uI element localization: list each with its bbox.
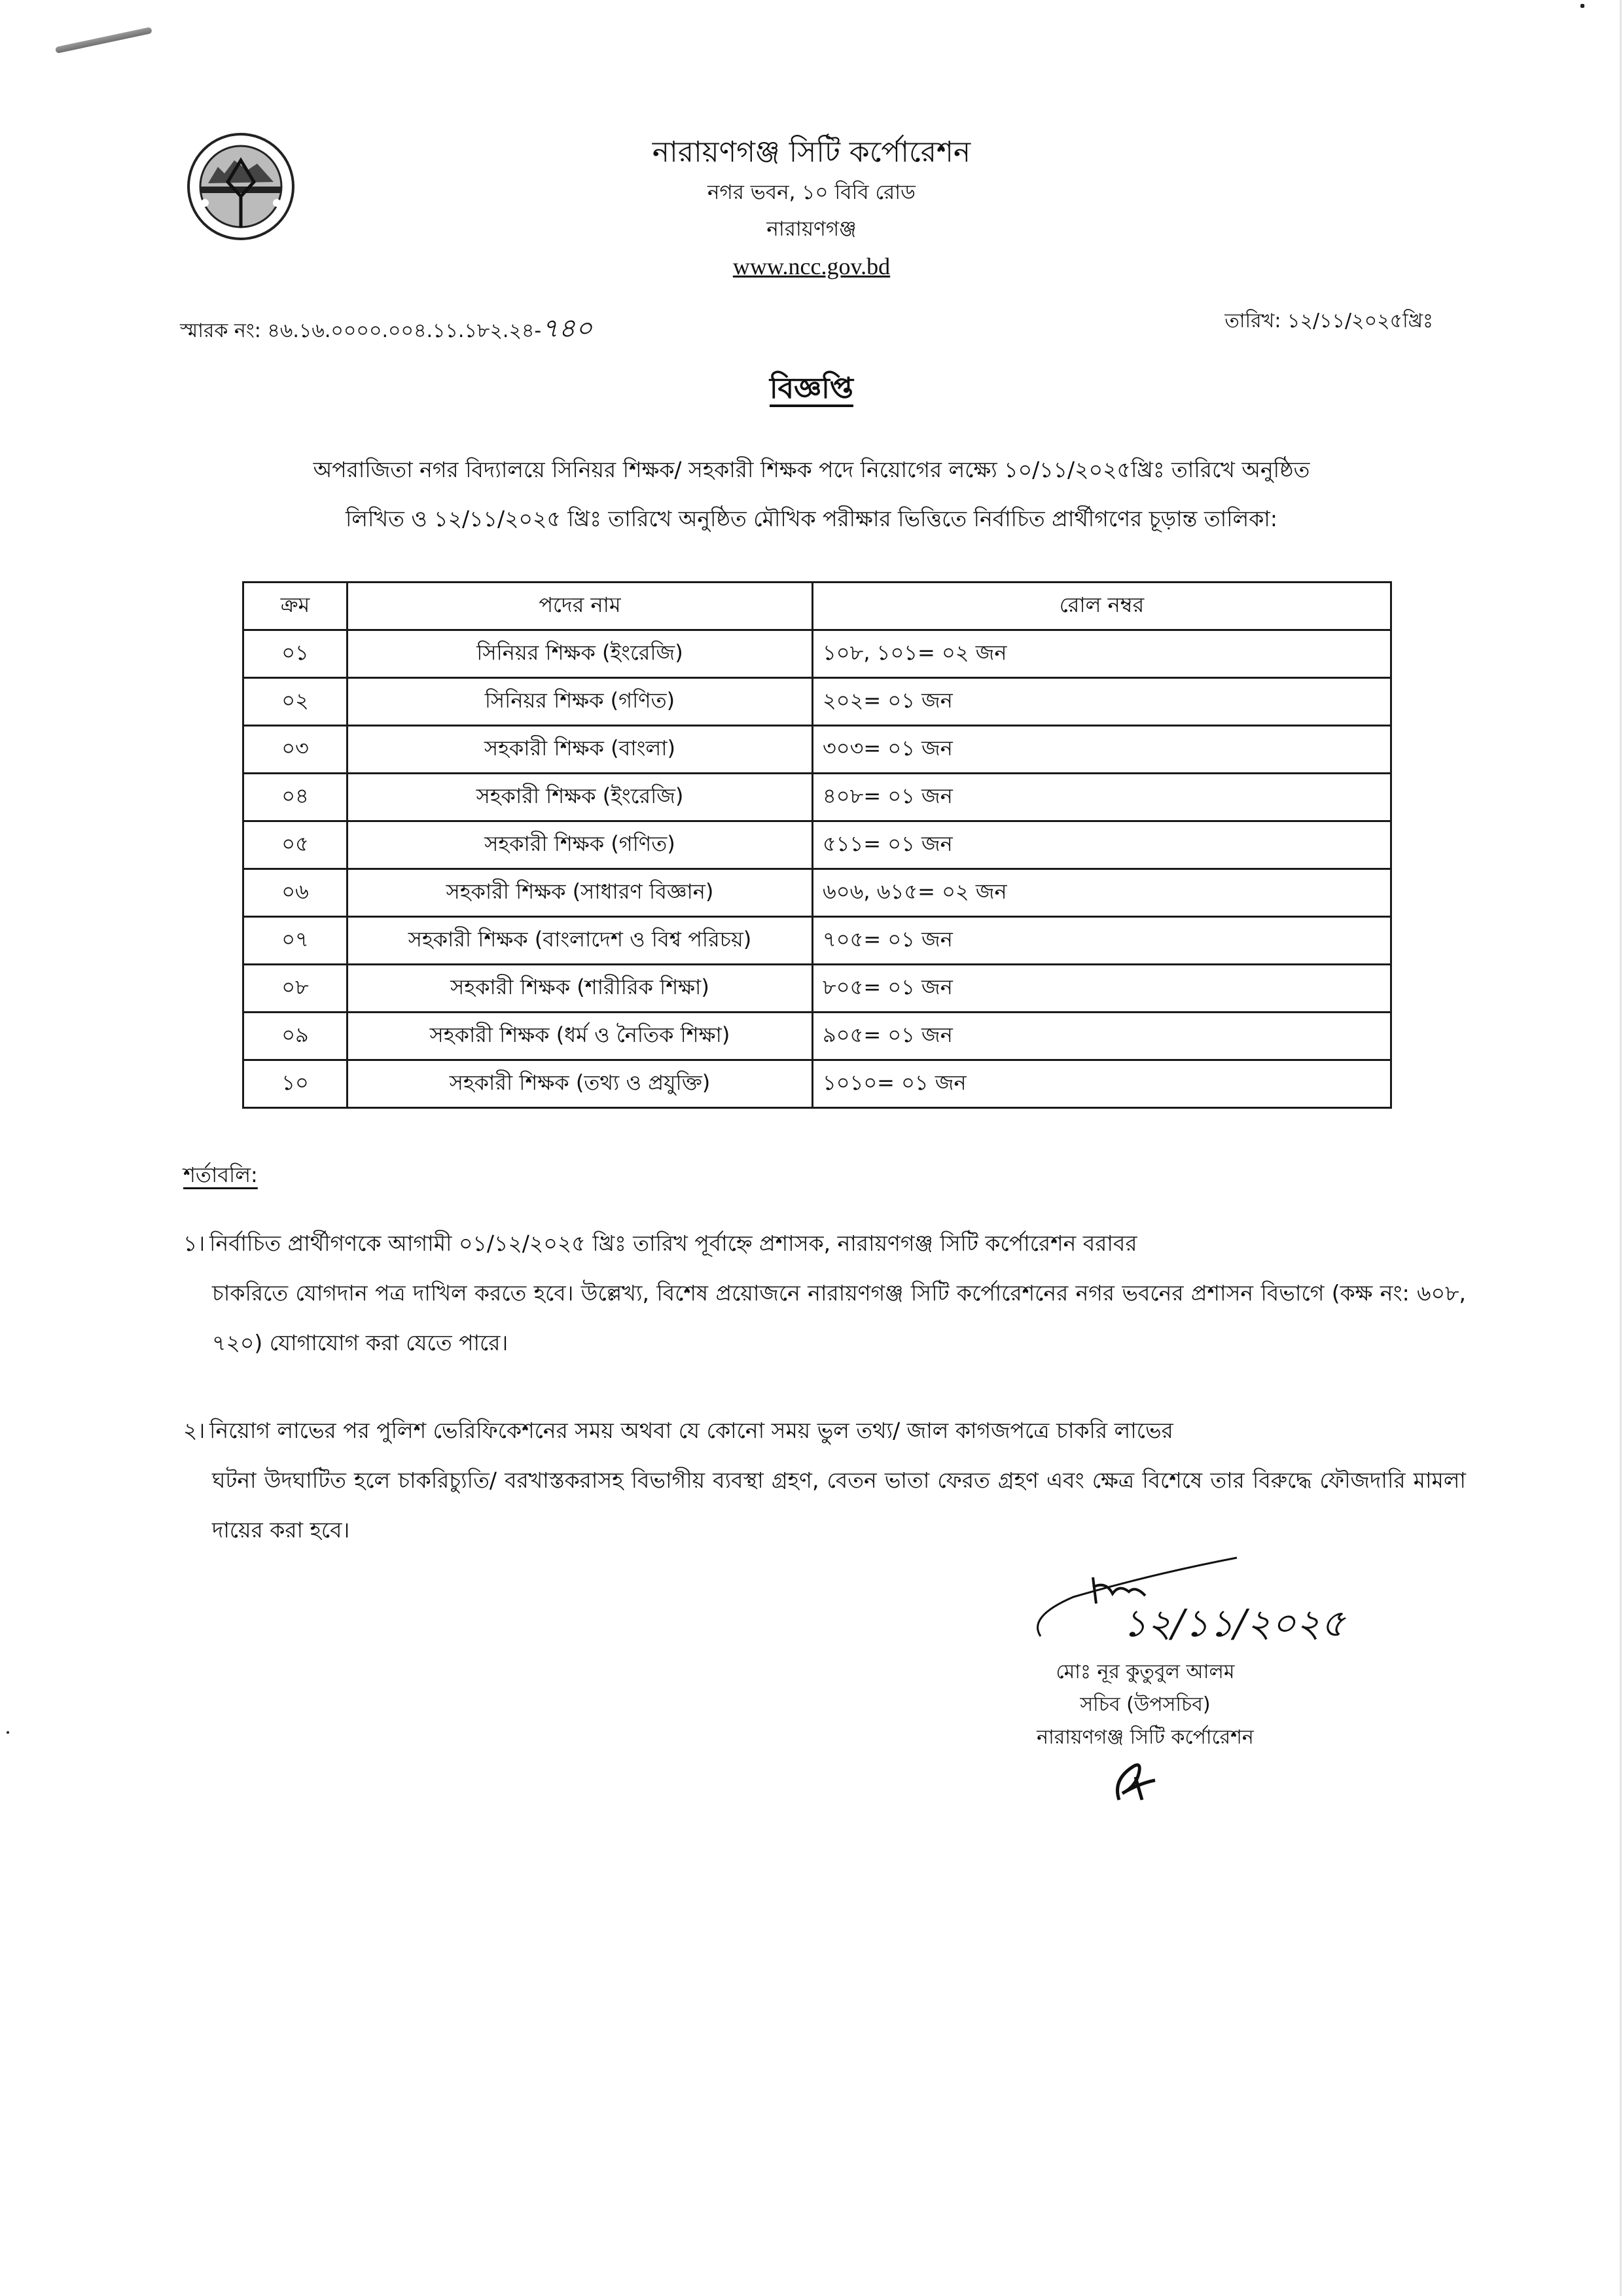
term-text: নিয়োগ লাভের পর পুলিশ ভেরিফিকেশনের সময় অথবা যে কোনো সময় ভুল তথ্য/ জাল কাগজপত্রে চাকরি লাভের: [209, 1418, 1173, 1443]
row-post-name: সিনিয়র শিক্ষক (ইংরেজি): [348, 630, 813, 678]
intro-line-2: লিখিত ও ১২/১১/২০২৫ খ্রিঃ তারিখে অনুষ্ঠিত মৌখিক পরীক্ষার ভিত্তিতে নির্বাচিত প্রার্থীগণের চূড়ান্ত তালিকা:: [345, 506, 1277, 531]
city-corporation-seal-icon: [185, 131, 296, 242]
header-serial: ক্রম: [243, 583, 348, 630]
date-value: ১২/১১/২০২৫খ্রিঃ: [1287, 310, 1433, 332]
row-serial: ০৩: [243, 726, 348, 774]
handwritten-date: ১২/১১/২০২৫: [1122, 1601, 1346, 1645]
notice-intro: [170, 445, 1453, 543]
signatory-name: মোঃ নূর কুতুবুল আলম: [1056, 1660, 1235, 1683]
scan-pen-mark: [55, 27, 152, 54]
org-address-line2: নারায়ণগঞ্জ: [766, 217, 857, 241]
row-serial: ০৭: [243, 917, 348, 965]
row-roll-numbers: ৬০৬, ৬১৫= ০২ জন: [813, 869, 1391, 917]
table-row: [243, 726, 1391, 774]
scan-speck: [7, 1731, 9, 1734]
row-post-name: সহকারী শিক্ষক (শারীরিক শিক্ষা): [348, 965, 813, 1013]
row-post-name: সহকারী শিক্ষক (ধর্ম ও নৈতিক শিক্ষা): [348, 1013, 813, 1060]
issue-date: [1224, 305, 1433, 338]
row-serial: ১০: [243, 1060, 348, 1108]
row-roll-numbers: ৮০৫= ০১ জন: [813, 965, 1391, 1013]
table-row: [243, 821, 1391, 869]
selected-candidates-table: [242, 581, 1392, 1109]
signatory-designation: সচিব (উপসচিব): [1080, 1693, 1211, 1716]
term-item: [183, 1219, 1466, 1368]
row-serial: ০২: [243, 678, 348, 726]
signatory-organization: নারায়ণগঞ্জ সিটি কর্পোরেশন: [1037, 1726, 1254, 1749]
row-post-name: সহকারী শিক্ষক (বাংলাদেশ ও বিশ্ব পরিচয়): [348, 917, 813, 965]
row-roll-numbers: ৪০৮= ০১ জন: [813, 774, 1391, 821]
org-name: নারায়ণগঞ্জ সিটি কর্পোরেশন: [652, 135, 971, 169]
table-row: [243, 1060, 1391, 1108]
term-text: নির্বাচিত প্রার্থীগণকে আগামী ০১/১২/২০২৫ খ্রিঃ তারিখ পূর্বাহ্নে প্রশাসক, নারায়ণগঞ্জ সিটি কর্পোরেশন বরাবর: [209, 1230, 1137, 1256]
row-roll-numbers: ৩০৩= ০১ জন: [813, 726, 1391, 774]
table-row: [243, 1013, 1391, 1060]
row-post-name: সহকারী শিক্ষক (সাধারণ বিজ্ঞান): [348, 869, 813, 917]
row-roll-numbers: ৯০৫= ০১ জন: [813, 1013, 1391, 1060]
row-roll-numbers: ৫১১= ০১ জন: [813, 821, 1391, 869]
row-roll-numbers: ১০১০= ০১ জন: [813, 1060, 1391, 1108]
table-row: [243, 917, 1391, 965]
scan-edge-shadow: [1620, 0, 1622, 2296]
letterhead: [576, 131, 1047, 285]
row-post-name: সহকারী শিক্ষক (বাংলা): [348, 726, 813, 774]
handwritten-initial-icon: [1106, 1754, 1165, 1806]
header-roll: রোল নম্বর: [813, 583, 1391, 630]
table-row: [243, 869, 1391, 917]
notice-title: [0, 367, 1623, 414]
org-address-line1: নগর ভবন, ১০ বিবি রোড: [707, 181, 916, 204]
intro-line-1: অপরাজিতা নগর বিদ্যালয়ে সিনিয়র শিক্ষক/ সহকারী শিক্ষক পদে নিয়োগের লক্ষ্যে ১০/১১/২০২৫খ্রিঃ তারিখে অনুষ্ঠিত: [313, 457, 1310, 482]
term-number: ১।: [183, 1230, 205, 1256]
row-serial: ০১: [243, 630, 348, 678]
row-roll-numbers: ১০৮, ১০১= ০২ জন: [813, 630, 1391, 678]
term-text-continued: চাকরিতে যোগদান পত্র দাখিল করতে হবে। উল্লেখ্য, বিশেষ প্রয়োজনে নারায়ণগঞ্জ সিটি কর্পোরেশনের নগর ভবনের প্রশাসন বিভাগে (কক্ষ নং: ৬০৮, ৭২০) যোগাযোগ করা যেতে পারে।: [212, 1280, 1466, 1355]
terms-heading: শর্তাবলি:: [183, 1162, 258, 1187]
row-post-name: সহকারী শিক্ষক (গণিত): [348, 821, 813, 869]
row-post-name: সহকারী শিক্ষক (ইংরেজি): [348, 774, 813, 821]
date-label: তারিখ:: [1224, 310, 1281, 332]
table-row: [243, 630, 1391, 678]
row-post-name: সহকারী শিক্ষক (তথ্য ও প্রযুক্তি): [348, 1060, 813, 1108]
table-header-row: [243, 583, 1391, 630]
table-row: [243, 965, 1391, 1013]
term-text-continued: ঘটনা উদঘাটিত হলে চাকরিচ্যুতি/ বরখাস্তকরাসহ বিভাগীয় ব্যবস্থা গ্রহণ, বেতন ভাতা ফেরত গ্রহণ এবং ক্ষেত্র বিশেষে তার বিরুদ্ধে ফৌজদারি মামলা দায়ের করা হবে।: [212, 1467, 1466, 1543]
term-item: [183, 1406, 1466, 1555]
row-serial: ০৫: [243, 821, 348, 869]
row-serial: ০৯: [243, 1013, 348, 1060]
table-row: [243, 774, 1391, 821]
notice-title-text: বিজ্ঞপ্তি: [770, 372, 853, 405]
row-post-name: সিনিয়র শিক্ষক (গণিত): [348, 678, 813, 726]
handwritten-signature-icon: [1021, 1538, 1348, 1662]
row-serial: ০৪: [243, 774, 348, 821]
row-roll-numbers: ২০২= ০১ জন: [813, 678, 1391, 726]
row-roll-numbers: ৭০৫= ০১ জন: [813, 917, 1391, 965]
row-serial: ০৮: [243, 965, 348, 1013]
memo-label: স্মারক নং:: [180, 319, 261, 342]
memo-handwritten-suffix: ৭৪০: [541, 314, 593, 344]
row-serial: ০৬: [243, 869, 348, 917]
signatory-block: [962, 1656, 1329, 1754]
header-post: পদের নাম: [348, 583, 813, 630]
scan-speck: [1580, 4, 1584, 8]
org-website-link[interactable]: www.ncc.gov.bd: [732, 253, 891, 279]
memo-value: ৪৬.১৬.০০০০.০০৪.১১.১৮২.২৪-: [267, 319, 542, 342]
term-number: ২।: [183, 1418, 205, 1443]
memo-number: [180, 308, 592, 351]
table-row: [243, 678, 1391, 726]
